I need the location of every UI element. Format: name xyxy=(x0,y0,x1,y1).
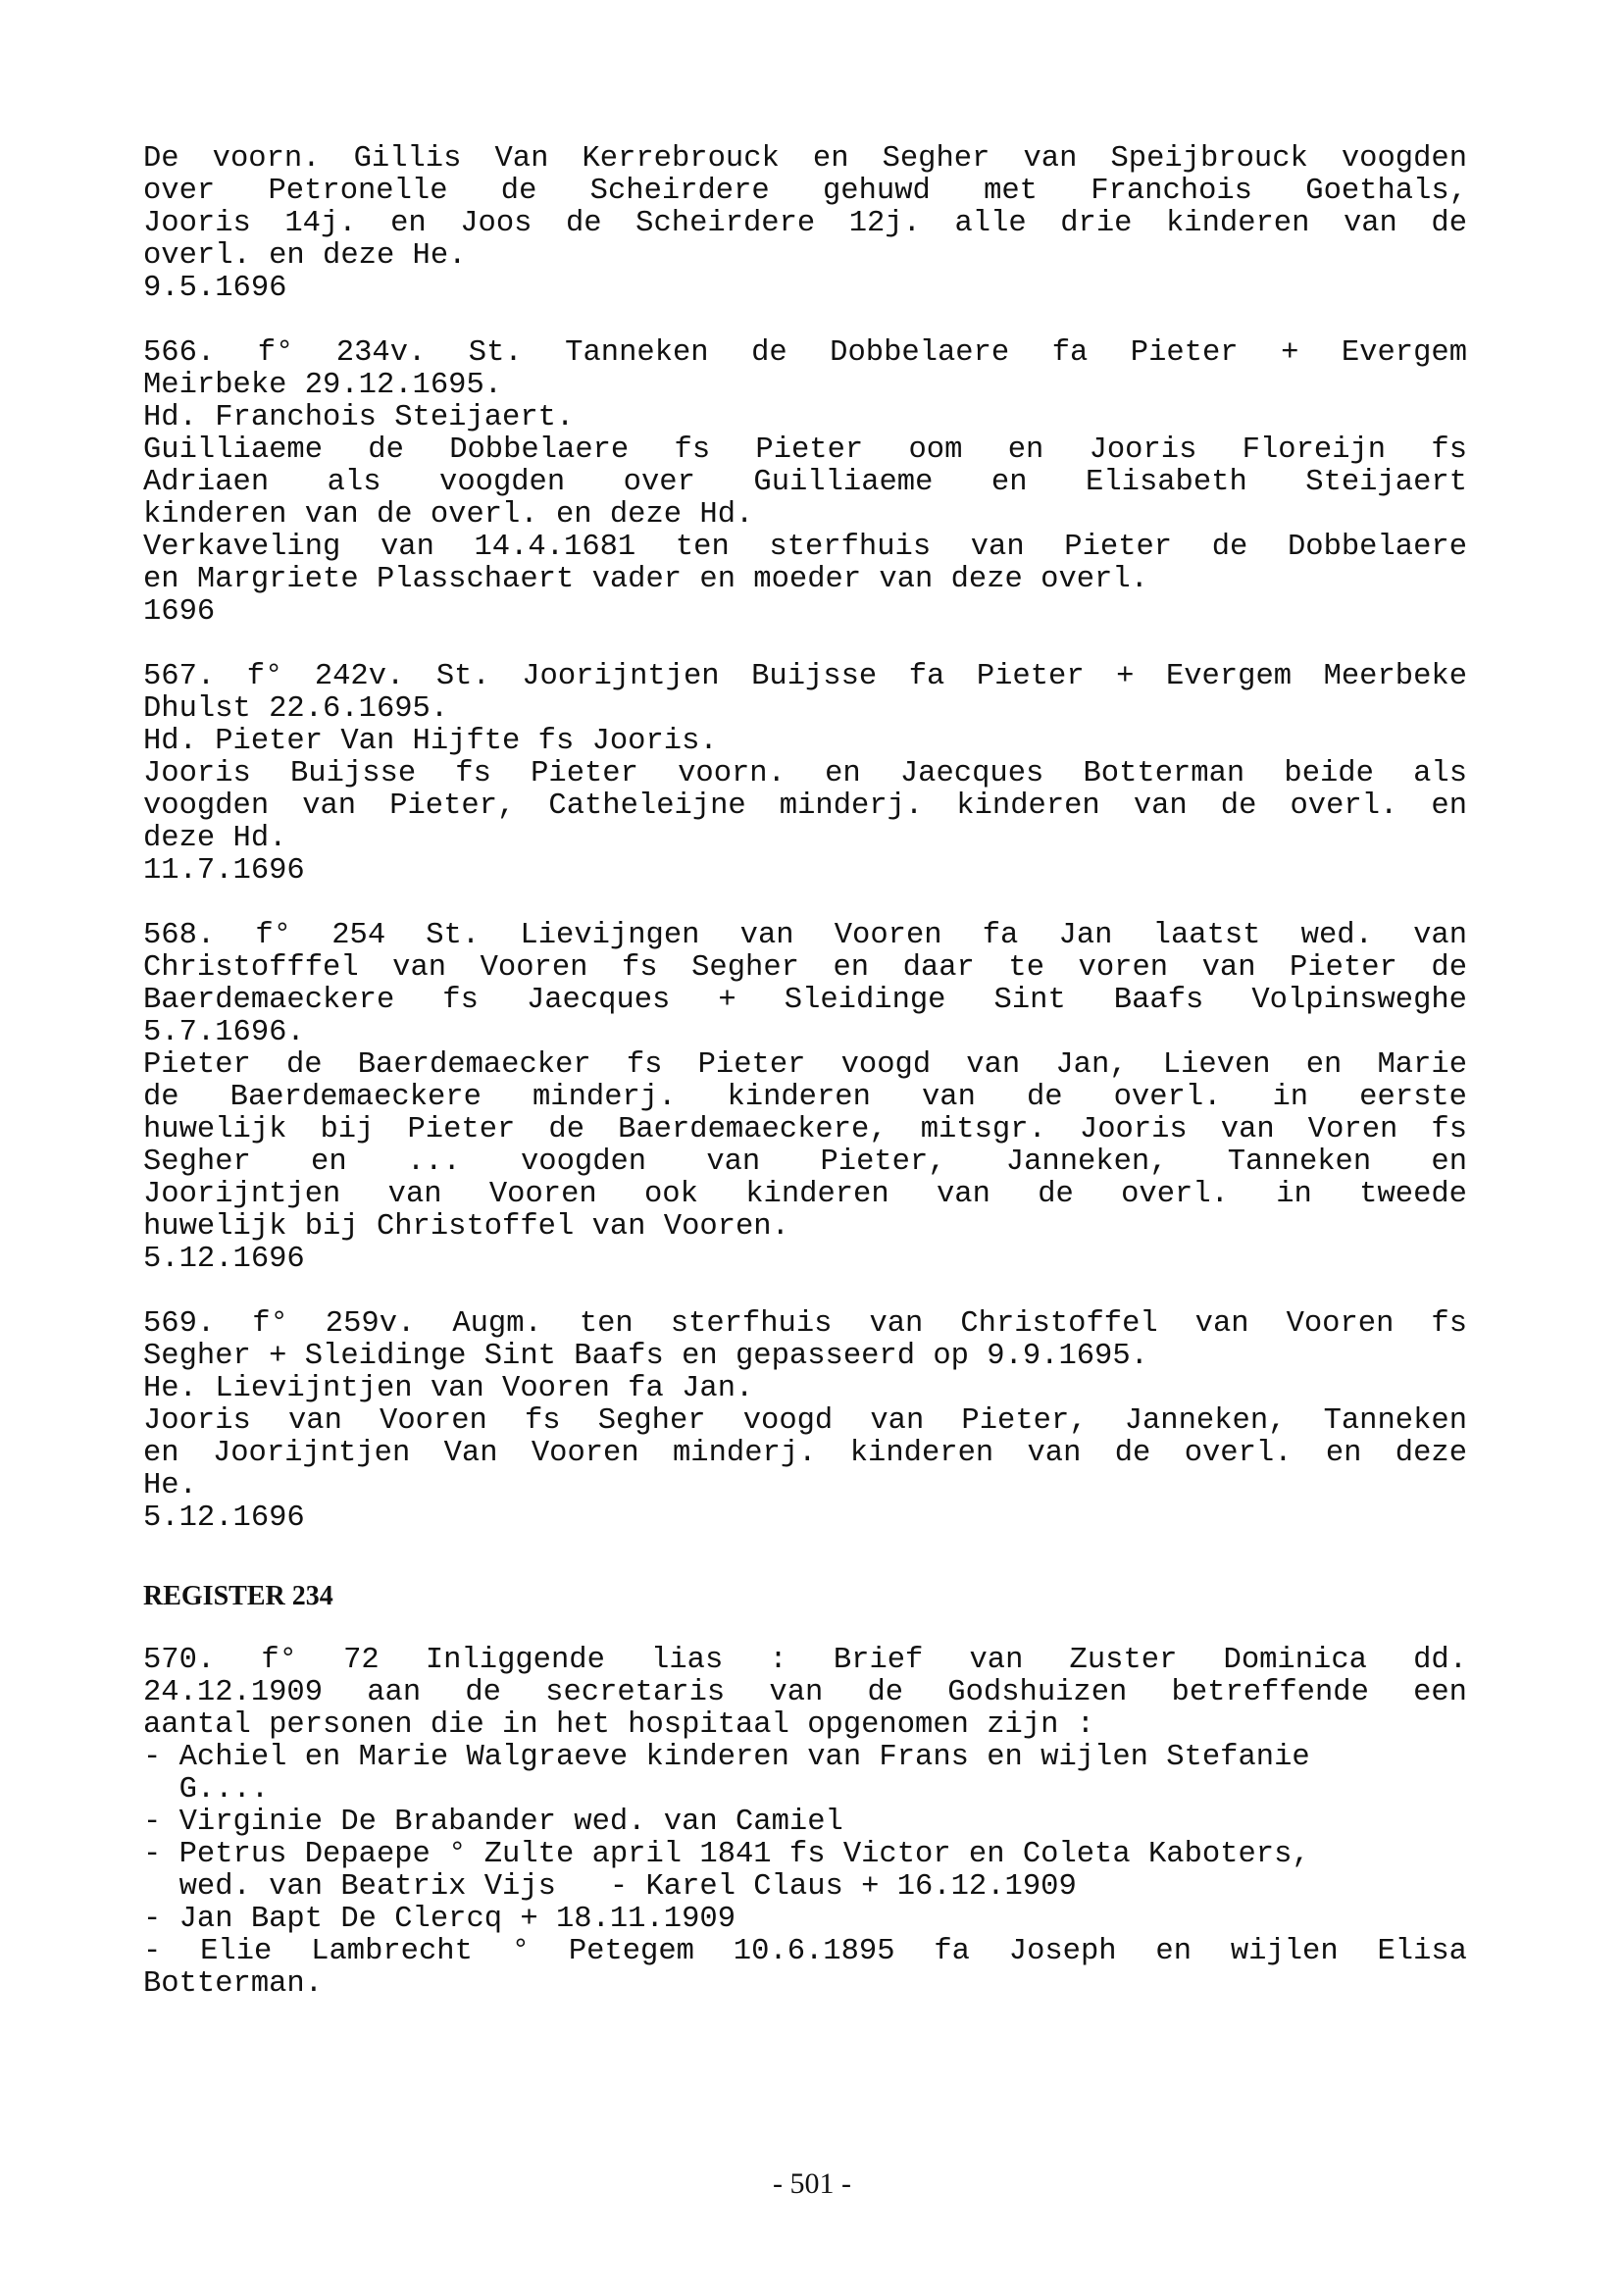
text-line: Pieter de Baerdemaecker fs Pieter voogd van Jan, Lieven en Marie xyxy=(143,1048,1467,1082)
text-line: voogden van Pieter, Catheleijne minderj. kinderen van de overl. en xyxy=(143,789,1467,823)
entry-heading: 569. f° 259v. Augm. ten sterfhuis van Christoffel van Vooren fs xyxy=(143,1307,1467,1341)
entry-566 xyxy=(143,337,1467,629)
text-line: Dhulst 22.6.1695. xyxy=(143,692,449,726)
text-line: Hd. Franchois Steijaert. xyxy=(143,401,575,434)
entry-date: 9.5.1696 xyxy=(143,272,287,305)
text-line: Jooris Buijsse fs Pieter voorn. en Jaecques Botterman beide als xyxy=(143,757,1467,790)
entry-date: 1696 xyxy=(143,595,216,629)
text-line: Meirbeke 29.12.1695. xyxy=(143,369,503,402)
entry-heading: 566. f° 234v. St. Tanneken de Dobbelaere fa Pieter + Evergem xyxy=(143,336,1467,370)
text-line: de Baerdemaeckere minderj. kinderen van de overl. in eerste xyxy=(143,1081,1467,1114)
text-line: overl. en deze He. xyxy=(143,239,467,273)
text-line: Jooris van Vooren fs Segher voogd van Pieter, Janneken, Tanneken xyxy=(143,1404,1467,1438)
list-item: - Elie Lambrecht ° Petegem 10.6.1895 fa Joseph en wijlen Elisa xyxy=(143,1935,1467,1968)
entry-date: 5.12.1696 xyxy=(143,1243,305,1276)
text-line: Guilliaeme de Dobbelaere fs Pieter oom en Jooris Floreijn fs xyxy=(143,433,1467,467)
text-line: aantal personen die in het hospitaal opgenomen zijn : xyxy=(143,1708,1095,1742)
text-line: Adriaen als voogden over Guilliaeme en Elisabeth Steijaert xyxy=(143,466,1467,499)
page-number: - 501 - xyxy=(773,2167,851,2200)
text-line: en Margriete Plasschaert vader en moeder van deze overl. xyxy=(143,563,1148,596)
text-line: Segher en ... voogden van Pieter, Janneken, Tanneken en xyxy=(143,1146,1467,1179)
register-heading: REGISTER 234 xyxy=(143,1581,333,1611)
entry-date: 11.7.1696 xyxy=(143,854,305,888)
text-line: Jooris 14j. en Joos de Scheirdere 12j. alle drie kinderen van de xyxy=(143,207,1467,240)
entry-date: 5.12.1696 xyxy=(143,1502,305,1535)
text-line: Verkaveling van 14.4.1681 ten sterfhuis van Pieter de Dobbelaere xyxy=(143,531,1467,564)
text-line: He. xyxy=(143,1469,197,1502)
list-item: wed. van Beatrix Vijs - Karel Claus + 16.12.1909 xyxy=(143,1870,1077,1904)
text-line: over Petronelle de Scheirdere gehuwd met Franchois Goethals, xyxy=(143,175,1467,208)
list-item: - Achiel en Marie Walgraeve kinderen van Frans en wijlen Stefanie xyxy=(143,1741,1310,1774)
list-item: G.... xyxy=(143,1773,270,1807)
entry-569 xyxy=(143,1308,1467,1535)
text-line: De voorn. Gillis Van Kerrebrouck en Segher van Speijbrouck voogden xyxy=(143,142,1467,176)
entry-continuation xyxy=(143,143,1467,305)
text-line: Joorijntjen van Vooren ook kinderen van de overl. in tweede xyxy=(143,1178,1467,1211)
text-line: He. Lievijntjen van Vooren fa Jan. xyxy=(143,1372,754,1405)
list-item: Botterman. xyxy=(143,1967,324,2001)
text-line: Christofffel van Vooren fs Segher en daar te voren van Pieter de xyxy=(143,951,1467,985)
text-line: huwelijk bij Pieter de Baerdemaeckere, mitsgr. Jooris van Voren fs xyxy=(143,1113,1467,1146)
text-line: kinderen van de overl. en deze Hd. xyxy=(143,498,754,532)
document-page xyxy=(143,143,1467,2033)
text-line: en Joorijntjen Van Vooren minderj. kinderen van de overl. en deze xyxy=(143,1437,1467,1470)
entry-heading: 570. f° 72 Inliggende lias : Brief van Zuster Dominica dd. xyxy=(143,1644,1467,1677)
text-line: Hd. Pieter Van Hijfte fs Jooris. xyxy=(143,725,718,758)
text-line: deze Hd. xyxy=(143,822,287,855)
entry-heading: 568. f° 254 St. Lievijngen van Vooren fa Jan laatst wed. van xyxy=(143,919,1467,952)
entry-568 xyxy=(143,920,1467,1276)
text-line: 5.7.1696. xyxy=(143,1016,305,1049)
text-line: Baerdemaeckere fs Jaecques + Sleidinge Sint Baafs Volpinsweghe xyxy=(143,984,1467,1017)
text-line: huwelijk bij Christoffel van Vooren. xyxy=(143,1210,789,1244)
text-line: 24.12.1909 aan de secretaris van de Godshuizen betreffende een xyxy=(143,1676,1467,1709)
entry-570 xyxy=(143,1645,1467,2001)
list-item: - Virginie De Brabander wed. van Camiel xyxy=(143,1806,843,1839)
list-item: - Petrus Depaepe ° Zulte april 1841 fs Victor en Coleta Kaboters, xyxy=(143,1838,1310,1871)
entry-heading: 567. f° 242v. St. Joorijntjen Buijsse fa Pieter + Evergem Meerbeke xyxy=(143,660,1467,693)
text-line: Segher + Sleidinge Sint Baafs en gepasseerd op 9.9.1695. xyxy=(143,1340,1148,1373)
entry-567 xyxy=(143,661,1467,888)
list-item: - Jan Bapt De Clercq + 18.11.1909 xyxy=(143,1903,736,1936)
